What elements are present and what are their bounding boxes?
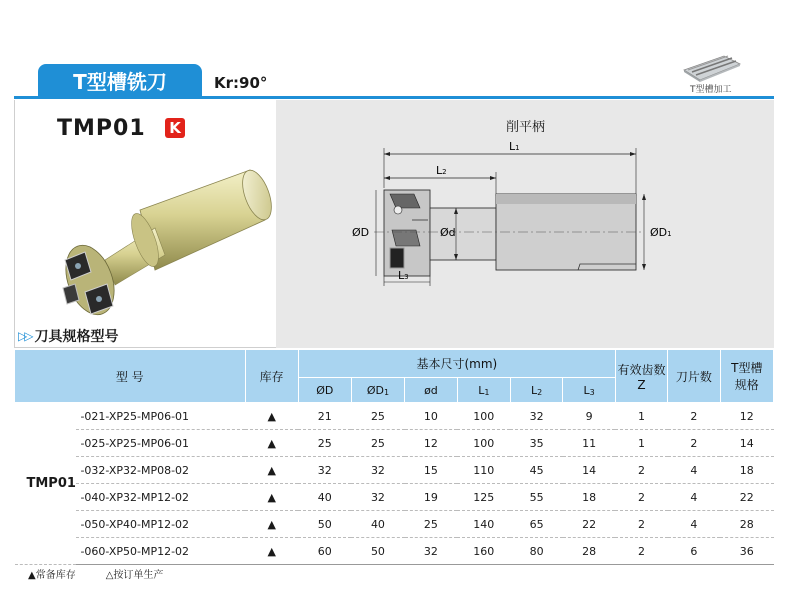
l2-cell: 80 — [510, 538, 562, 565]
l2-cell: 35 — [510, 430, 562, 457]
page-title: T型槽铣刀 — [38, 64, 202, 97]
d1-cell: 25 — [351, 403, 404, 430]
d-small-label: Ød — [440, 226, 456, 239]
d-small-cell: 12 — [405, 430, 458, 457]
col-header-l1 — [457, 378, 510, 403]
footnote-order: △按订单生产 — [105, 570, 164, 581]
stock-cell: ▲ — [245, 457, 298, 484]
l1-sub: 1 — [484, 387, 490, 397]
footnote — [28, 566, 163, 581]
l1-cell: 125 — [457, 484, 510, 511]
footnote-stock: ▲常备库存 — [28, 570, 76, 581]
slot-cell: 18 — [720, 457, 773, 484]
l1-text: L — [478, 383, 485, 397]
d-small-cell: 15 — [405, 457, 458, 484]
col-header-d1 — [351, 378, 404, 403]
l3-cell: 28 — [563, 538, 615, 565]
z-cell: 2 — [615, 484, 667, 511]
model-cell: -060-XP50-MP12-02 — [76, 538, 245, 565]
l1-cell: 100 — [457, 403, 510, 430]
l3-cell: 22 — [563, 511, 615, 538]
kr-angle-label: Kr:90° — [214, 74, 268, 92]
l3-label: L3 — [398, 269, 409, 282]
d-big-label: ØD — [352, 226, 370, 239]
l1-cell: 160 — [457, 538, 510, 565]
col-header-d: ØD — [298, 378, 351, 403]
z-cell: 2 — [615, 457, 667, 484]
l3-cell: 18 — [563, 484, 615, 511]
model-cell: -021-XP25-MP06-01 — [76, 403, 245, 430]
t-slot-machining-icon — [680, 52, 742, 82]
section-label: 刀具规格型号 — [34, 329, 119, 345]
tool-dimension-drawing — [344, 136, 744, 286]
d-small-cell: 25 — [405, 511, 458, 538]
stock-cell: ▲ — [245, 403, 298, 430]
col-header-l3 — [563, 378, 615, 403]
l2-cell: 45 — [510, 457, 562, 484]
d-small-cell: 32 — [405, 538, 458, 565]
drawing-title: 削平柄 — [506, 120, 546, 135]
stock-cell: ▲ — [245, 430, 298, 457]
d-cell: 25 — [298, 430, 351, 457]
col-header-slot — [720, 350, 773, 403]
inserts-cell: 6 — [668, 538, 720, 565]
l1-cell: 100 — [457, 430, 510, 457]
d1-label: ØD1 — [650, 226, 672, 239]
model-cell: -050-XP40-MP12-02 — [76, 511, 245, 538]
slot-icon-caption: T型槽加工 — [690, 85, 732, 95]
slot-cell: 22 — [720, 484, 773, 511]
k-grade-badge: K — [165, 118, 185, 138]
d1-cell: 25 — [351, 430, 404, 457]
slot-cell: 12 — [720, 403, 773, 430]
d1-cell: 32 — [351, 484, 404, 511]
col-header-model: 型 号 — [15, 350, 246, 403]
slot-cell: 36 — [720, 538, 773, 565]
spec-table-body — [15, 403, 774, 565]
d1-cell: 50 — [351, 538, 404, 565]
spec-table — [14, 349, 774, 565]
z-cell: 2 — [615, 511, 667, 538]
l3-text: L — [583, 383, 590, 397]
d1-text: ØD — [366, 383, 384, 397]
series-cell: TMP01 — [15, 403, 77, 565]
table-row — [15, 484, 774, 511]
stock-cell: ▲ — [245, 484, 298, 511]
l3-sub: 3 — [589, 387, 595, 397]
slot-cell: 14 — [720, 430, 773, 457]
col-header-dimensions: 基本尺寸(mm) — [298, 350, 615, 378]
table-row — [15, 538, 774, 565]
product-panel — [14, 100, 774, 348]
inserts-cell: 4 — [668, 511, 720, 538]
product-model: TMP01 — [57, 116, 146, 141]
model-cell: -032-XP32-MP08-02 — [76, 457, 245, 484]
l2-text: L — [531, 383, 538, 397]
z-cell: 1 — [615, 430, 667, 457]
teeth-z-label: Z — [637, 377, 646, 392]
d-small-cell: 10 — [405, 403, 458, 430]
table-row — [15, 430, 774, 457]
l2-label: L2 — [436, 164, 447, 177]
z-cell: 2 — [615, 538, 667, 565]
l1-cell: 110 — [457, 457, 510, 484]
l3-cell: 14 — [563, 457, 615, 484]
d-small-cell: 19 — [405, 484, 458, 511]
slot-cell: 28 — [720, 511, 773, 538]
spec-section-heading — [18, 326, 118, 346]
inserts-cell: 2 — [668, 403, 720, 430]
table-row — [15, 511, 774, 538]
l1-cell: 140 — [457, 511, 510, 538]
technical-drawing-panel — [276, 100, 774, 348]
l3-cell: 9 — [563, 403, 615, 430]
d-cell: 21 — [298, 403, 351, 430]
l2-cell: 32 — [510, 403, 562, 430]
tool-photo — [45, 160, 275, 340]
double-chevron-icon: ▷▷ — [18, 329, 31, 343]
d1-cell: 40 — [351, 511, 404, 538]
title-divider — [14, 96, 774, 99]
l3-cell: 11 — [563, 430, 615, 457]
col-header-teeth — [615, 350, 667, 403]
col-header-stock: 库存 — [245, 350, 298, 403]
table-row — [15, 403, 774, 430]
z-cell: 1 — [615, 403, 667, 430]
inserts-cell: 4 — [668, 484, 720, 511]
l2-cell: 55 — [510, 484, 562, 511]
col-header-inserts: 刀片数 — [668, 350, 720, 403]
d-cell: 60 — [298, 538, 351, 565]
stock-cell: ▲ — [245, 511, 298, 538]
l2-sub: 2 — [537, 387, 543, 397]
model-cell: -025-XP25-MP06-01 — [76, 430, 245, 457]
table-row — [15, 457, 774, 484]
l2-cell: 65 — [510, 511, 562, 538]
l1-label: L1 — [509, 140, 520, 153]
slot-label: T型槽 — [731, 361, 763, 375]
d-cell: 50 — [298, 511, 351, 538]
slot-label-2: 规格 — [734, 378, 759, 392]
model-cell: -040-XP32-MP12-02 — [76, 484, 245, 511]
stock-cell: ▲ — [245, 538, 298, 565]
product-photo-panel — [14, 100, 276, 348]
d-cell: 40 — [298, 484, 351, 511]
d1-cell: 32 — [351, 457, 404, 484]
d-cell: 32 — [298, 457, 351, 484]
inserts-cell: 2 — [668, 430, 720, 457]
teeth-label: 有效齿数 — [617, 362, 666, 377]
inserts-cell: 4 — [668, 457, 720, 484]
col-header-d-small: ød — [405, 378, 458, 403]
d1-sub: 1 — [383, 387, 390, 397]
col-header-l2 — [510, 378, 562, 403]
